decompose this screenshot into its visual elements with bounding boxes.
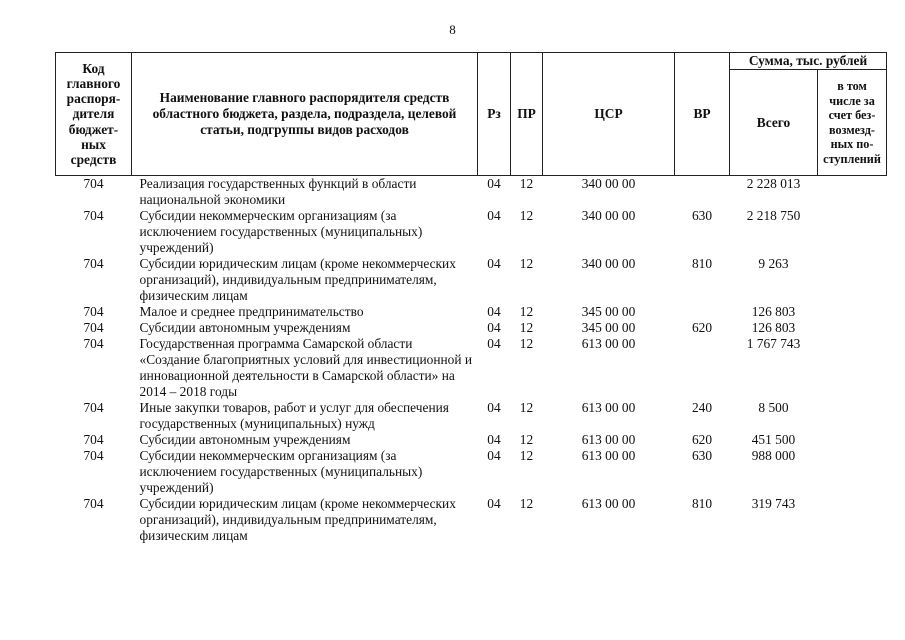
cell-pr: 12: [519, 400, 534, 415]
cell-name: Субсидии некоммерческим организациям (за исключением государственных (муниципальных) учреждений): [139, 448, 423, 495]
cell-incl: [818, 448, 887, 496]
cell-code: 704: [83, 304, 104, 319]
cell-code: 704: [83, 448, 104, 463]
cell-csr: 340 00 00: [581, 256, 636, 271]
cell-csr: 613 00 00: [581, 336, 636, 351]
header-pr: ПР: [511, 53, 543, 176]
cell-total: 9 263: [758, 256, 789, 271]
cell-total: 126 803: [751, 304, 796, 319]
cell-csr: 340 00 00: [581, 208, 636, 223]
cell-name: Иные закупки товаров, работ и услуг для обеспечения государственных (муниципальных) нужд: [139, 400, 449, 431]
cell-code: 704: [83, 176, 104, 191]
table-row: [56, 496, 887, 544]
cell-vr: 630: [691, 208, 713, 223]
table-row: [56, 320, 887, 336]
cell-pr: 12: [519, 208, 534, 223]
cell-rz: 04: [487, 320, 501, 335]
cell-vr: [675, 176, 730, 209]
cell-incl: [818, 256, 887, 304]
cell-vr: 630: [691, 448, 713, 463]
header-rz: Рз: [478, 53, 511, 176]
cell-incl: [818, 208, 887, 256]
table-row: [56, 304, 887, 320]
cell-code: 704: [83, 256, 104, 271]
cell-code: 704: [83, 320, 104, 335]
cell-code: 704: [83, 208, 104, 223]
table-row: [56, 432, 887, 448]
cell-vr: 810: [691, 496, 713, 511]
cell-vr: 240: [691, 400, 713, 415]
cell-total: 2 218 750: [746, 208, 801, 223]
cell-rz: 04: [487, 400, 501, 415]
header-total: Всего: [730, 70, 818, 176]
cell-incl: [818, 304, 887, 320]
cell-rz: 04: [487, 256, 501, 271]
table-row: [56, 336, 887, 400]
header-incl: в том числе за счет без-возмезд-ных по-ступлений: [818, 70, 887, 176]
cell-total: 451 500: [751, 432, 796, 447]
cell-code: 704: [83, 400, 104, 415]
table-row: [56, 448, 887, 496]
cell-csr: 613 00 00: [581, 448, 636, 463]
cell-incl: [818, 432, 887, 448]
cell-incl: [818, 496, 887, 544]
cell-pr: 12: [519, 256, 534, 271]
cell-rz: 04: [487, 432, 501, 447]
cell-name: Субсидии автономным учреждениям: [139, 320, 351, 335]
cell-pr: 12: [519, 448, 534, 463]
cell-pr: 12: [519, 336, 534, 351]
cell-rz: 04: [487, 176, 501, 191]
cell-incl: [818, 400, 887, 432]
cell-incl: [818, 176, 887, 209]
cell-pr: 12: [519, 176, 534, 191]
cell-total: 319 743: [751, 496, 796, 511]
cell-csr: 345 00 00: [581, 320, 636, 335]
cell-vr: [675, 336, 730, 400]
cell-pr: 12: [519, 320, 534, 335]
cell-vr: [675, 304, 730, 320]
cell-rz: 04: [487, 496, 501, 511]
cell-csr: 345 00 00: [581, 304, 636, 319]
table-row: [56, 208, 887, 256]
cell-rz: 04: [487, 336, 501, 351]
cell-pr: 12: [519, 304, 534, 319]
cell-incl: [818, 320, 887, 336]
cell-name: Субсидии автономным учреждениям: [139, 432, 351, 447]
cell-pr: 12: [519, 496, 534, 511]
table-row: [56, 176, 887, 209]
header-name: Наименование главного распорядителя средств областного бюджета, раздела, подраздела, целевой статьи, подгруппы видов расходов: [132, 53, 478, 176]
table-body: [56, 176, 887, 545]
page-number: 8: [449, 22, 456, 37]
cell-total: 988 000: [751, 448, 796, 463]
cell-code: 704: [83, 336, 104, 351]
table-row: [56, 256, 887, 304]
cell-name: Государственная программа Самарской области «Создание благоприятных условий для инвестиционной и инновационной деятельности в Самарской области» на 2014 – 2018 годы: [139, 336, 473, 399]
header-csr: ЦСР: [543, 53, 675, 176]
budget-table: [55, 52, 887, 544]
cell-name: Субсидии юридическим лицам (кроме некоммерческих организаций), индивидуальным предпринимателям, физическим лицам: [139, 496, 456, 543]
cell-name: Субсидии некоммерческим организациям (за исключением государственных (муниципальных) учреждений): [139, 208, 423, 255]
cell-rz: 04: [487, 304, 501, 319]
cell-name: Реализация государственных функций в области национальной экономики: [139, 176, 417, 207]
cell-total: 126 803: [751, 320, 796, 335]
cell-code: 704: [83, 496, 104, 511]
cell-vr: 810: [691, 256, 713, 271]
cell-total: 1 767 743: [746, 336, 801, 351]
cell-total: 8 500: [758, 400, 789, 415]
cell-name: Малое и среднее предпринимательство: [139, 304, 364, 319]
cell-csr: 613 00 00: [581, 432, 636, 447]
cell-pr: 12: [519, 432, 534, 447]
cell-rz: 04: [487, 448, 501, 463]
cell-rz: 04: [487, 208, 501, 223]
cell-vr: 620: [691, 432, 713, 447]
cell-csr: 340 00 00: [581, 176, 636, 191]
cell-vr: 620: [691, 320, 713, 335]
header-sum: Сумма, тыс. рублей: [730, 53, 887, 70]
table-row: [56, 400, 887, 432]
header-code: Код главного распоря-дителя бюджет-ных средств: [56, 53, 132, 176]
cell-csr: 613 00 00: [581, 496, 636, 511]
cell-total: 2 228 013: [746, 176, 801, 191]
header-vr: ВР: [675, 53, 730, 176]
cell-name: Субсидии юридическим лицам (кроме некоммерческих организаций), индивидуальным предпринимателям, физическим лицам: [139, 256, 456, 303]
cell-csr: 613 00 00: [581, 400, 636, 415]
cell-code: 704: [83, 432, 104, 447]
cell-incl: [818, 336, 887, 400]
